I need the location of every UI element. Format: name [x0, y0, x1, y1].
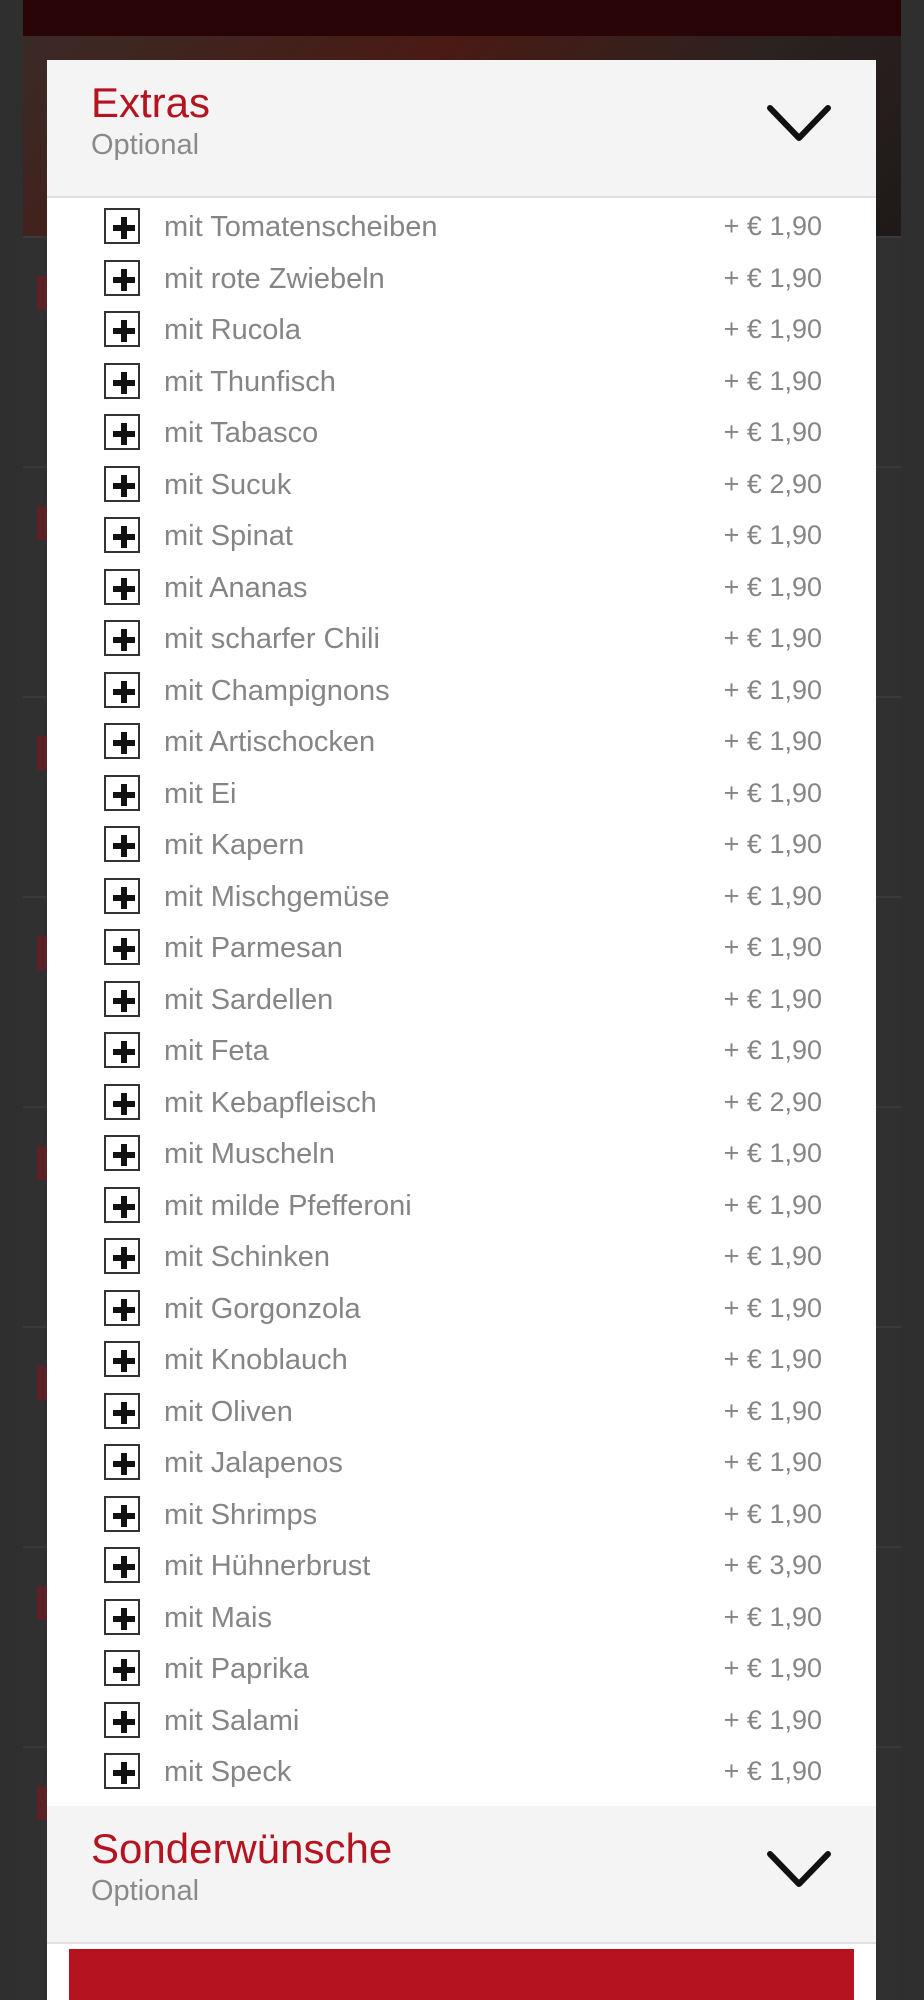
extra-option-name: mit Champignons	[164, 674, 390, 707]
extra-option-row[interactable]	[47, 1692, 876, 1744]
extra-option-price: + € 1,90	[723, 1035, 822, 1065]
extras-subtitle: Optional	[91, 129, 200, 161]
extra-option-name: mit rote Zwiebeln	[164, 262, 385, 295]
chevron-down-icon[interactable]	[766, 1848, 832, 1892]
extras-title: Extras	[91, 79, 211, 126]
extra-option-row[interactable]	[47, 1537, 876, 1589]
extra-option-row[interactable]	[47, 919, 876, 971]
extra-option-price: + € 1,90	[723, 1601, 822, 1632]
extra-option-row[interactable]	[47, 971, 876, 1023]
extra-option-name: mit Mischgemüse	[164, 880, 390, 913]
extra-option-name: mit milde Pfefferoni	[164, 1189, 412, 1222]
extra-option-price: + € 1,90	[723, 1241, 822, 1271]
special-requests-subtitle: Optional	[91, 1875, 200, 1907]
plus-icon[interactable]	[104, 1599, 140, 1635]
extra-option-price: + € 1,90	[723, 211, 822, 241]
extra-option-row[interactable]	[47, 1383, 876, 1435]
extra-option-name: mit Artischocken	[164, 726, 376, 758]
plus-icon[interactable]	[104, 363, 140, 399]
product-options-modal	[47, 60, 876, 2000]
extra-option-row[interactable]	[47, 250, 876, 302]
extra-option-name: mit Ei	[164, 777, 237, 810]
extra-option-name: mit Kapern	[164, 829, 305, 861]
extras-section-header[interactable]	[47, 60, 876, 198]
extra-option-row[interactable]	[47, 662, 876, 714]
plus-icon[interactable]	[104, 1547, 140, 1583]
plus-icon[interactable]	[104, 1290, 140, 1326]
plus-icon[interactable]	[104, 466, 140, 502]
extra-option-row[interactable]	[47, 1589, 876, 1641]
plus-icon[interactable]	[104, 1650, 140, 1686]
plus-icon[interactable]	[104, 1187, 140, 1223]
extra-option-name: mit Ananas	[164, 571, 308, 604]
extra-option-name: mit Schinken	[164, 1241, 331, 1273]
extra-option-row[interactable]	[47, 1434, 876, 1486]
extras-list	[47, 198, 876, 1865]
plus-icon[interactable]	[104, 1238, 140, 1274]
extra-option-row[interactable]	[47, 559, 876, 611]
extra-option-name: mit scharfer Chili	[164, 623, 380, 655]
extra-option-name: mit Tomatenscheiben	[164, 211, 438, 243]
extra-option-price: + € 1,90	[723, 571, 822, 602]
chevron-down-icon[interactable]	[766, 102, 832, 146]
extra-option-name: mit Oliven	[164, 1395, 293, 1428]
extra-option-name: mit Mais	[164, 1601, 272, 1634]
extra-option-name: mit Parmesan	[164, 932, 343, 964]
plus-icon[interactable]	[104, 1444, 140, 1480]
extra-option-name: mit Spinat	[164, 520, 293, 552]
extra-option-row[interactable]	[47, 404, 876, 456]
extra-option-price: + € 2,90	[723, 468, 822, 499]
extra-option-price: + € 1,90	[723, 520, 822, 550]
plus-icon[interactable]	[104, 775, 140, 811]
extra-option-row[interactable]	[47, 1022, 876, 1074]
plus-icon[interactable]	[104, 878, 140, 914]
extra-option-row[interactable]	[47, 1074, 876, 1126]
extra-option-row[interactable]	[47, 1125, 876, 1177]
extra-option-row[interactable]	[47, 1228, 876, 1280]
extra-option-price: + € 1,90	[723, 932, 822, 962]
extra-option-name: mit Kebapfleisch	[164, 1086, 377, 1119]
extra-option-price: + € 1,90	[723, 1756, 822, 1786]
extra-option-row[interactable]	[47, 765, 876, 817]
extra-option-row[interactable]	[47, 507, 876, 559]
plus-icon[interactable]	[104, 208, 140, 244]
extra-option-row[interactable]	[47, 301, 876, 353]
extra-option-name: mit Sucuk	[164, 468, 292, 501]
extra-option-row[interactable]	[47, 456, 876, 508]
extra-option-price: + € 1,90	[723, 1447, 822, 1477]
extra-option-price: + € 1,90	[723, 1292, 822, 1323]
extra-option-name: mit Knoblauch	[164, 1344, 348, 1376]
extra-option-price: + € 1,90	[723, 314, 822, 344]
extra-option-price: + € 1,90	[723, 880, 822, 911]
extra-option-row[interactable]	[47, 1331, 876, 1383]
extra-option-name: mit Salami	[164, 1704, 300, 1737]
extra-option-price: + € 2,90	[723, 1086, 822, 1117]
extra-option-row[interactable]	[47, 713, 876, 765]
extra-option-price: + € 1,90	[723, 417, 822, 447]
extra-option-name: mit Speck	[164, 1756, 292, 1788]
extra-option-row[interactable]	[47, 1280, 876, 1332]
extra-option-name: mit Hühnerbrust	[164, 1550, 371, 1582]
extra-option-price: + € 1,90	[723, 1344, 822, 1374]
extra-option-price: + € 3,90	[723, 1550, 822, 1580]
extra-option-row[interactable]	[47, 1640, 876, 1692]
plus-icon[interactable]	[104, 311, 140, 347]
extra-option-row[interactable]	[47, 198, 876, 250]
plus-icon[interactable]	[104, 1753, 140, 1789]
extra-option-price: + € 1,90	[723, 365, 822, 396]
extra-option-price: + € 1,90	[723, 983, 822, 1014]
plus-icon[interactable]	[104, 260, 140, 296]
extra-option-price: + € 1,90	[723, 1704, 822, 1735]
extra-option-price: + € 1,90	[723, 1189, 822, 1220]
special-requests-title: Sonderwünsche	[91, 1825, 393, 1872]
plus-icon[interactable]	[104, 1341, 140, 1377]
plus-icon[interactable]	[104, 569, 140, 605]
plus-icon[interactable]	[104, 929, 140, 965]
extra-option-name: mit Muscheln	[164, 1138, 335, 1170]
extra-option-name: mit Tabasco	[164, 417, 319, 449]
extra-option-price: + € 1,90	[723, 623, 822, 653]
extra-option-price: + € 1,90	[723, 777, 822, 808]
extra-option-row[interactable]	[47, 816, 876, 868]
extra-option-row[interactable]	[47, 868, 876, 920]
plus-icon[interactable]	[104, 1496, 140, 1532]
extra-option-price: + € 1,90	[723, 1653, 822, 1683]
extra-option-row[interactable]	[47, 1177, 876, 1229]
extra-option-row[interactable]	[47, 1743, 876, 1795]
extra-option-price: + € 1,90	[723, 674, 822, 705]
add-to-cart-button[interactable]	[69, 1949, 854, 2000]
plus-icon[interactable]	[104, 1135, 140, 1171]
extra-option-price: + € 1,90	[723, 726, 822, 756]
extra-option-price: + € 1,90	[723, 1138, 822, 1168]
extra-option-price: + € 1,90	[723, 262, 822, 293]
extra-option-row[interactable]	[47, 353, 876, 405]
extra-option-price: + € 1,90	[723, 829, 822, 859]
extra-option-name: mit Jalapenos	[164, 1447, 343, 1479]
special-requests-section-header[interactable]	[47, 1806, 876, 1944]
extra-option-row[interactable]	[47, 610, 876, 662]
extra-option-name: mit Gorgonzola	[164, 1292, 361, 1325]
plus-icon[interactable]	[104, 672, 140, 708]
extra-option-name: mit Rucola	[164, 314, 301, 346]
extra-option-name: mit Paprika	[164, 1653, 310, 1685]
extra-option-price: + € 1,90	[723, 1395, 822, 1426]
extra-option-price: + € 1,90	[723, 1498, 822, 1529]
plus-icon[interactable]	[104, 414, 140, 450]
extra-option-name: mit Sardellen	[164, 983, 334, 1016]
plus-icon[interactable]	[104, 1393, 140, 1429]
extra-option-name: mit Thunfisch	[164, 365, 336, 398]
plus-icon[interactable]	[104, 826, 140, 862]
plus-icon[interactable]	[104, 517, 140, 553]
extra-option-name: mit Shrimps	[164, 1498, 318, 1531]
plus-icon[interactable]	[104, 723, 140, 759]
plus-icon[interactable]	[104, 981, 140, 1017]
plus-icon[interactable]	[104, 620, 140, 656]
plus-icon[interactable]	[104, 1032, 140, 1068]
extra-option-name: mit Feta	[164, 1035, 269, 1067]
plus-icon[interactable]	[104, 1084, 140, 1120]
background-header-bar	[23, 0, 901, 36]
plus-icon[interactable]	[104, 1702, 140, 1738]
extra-option-row[interactable]	[47, 1486, 876, 1538]
